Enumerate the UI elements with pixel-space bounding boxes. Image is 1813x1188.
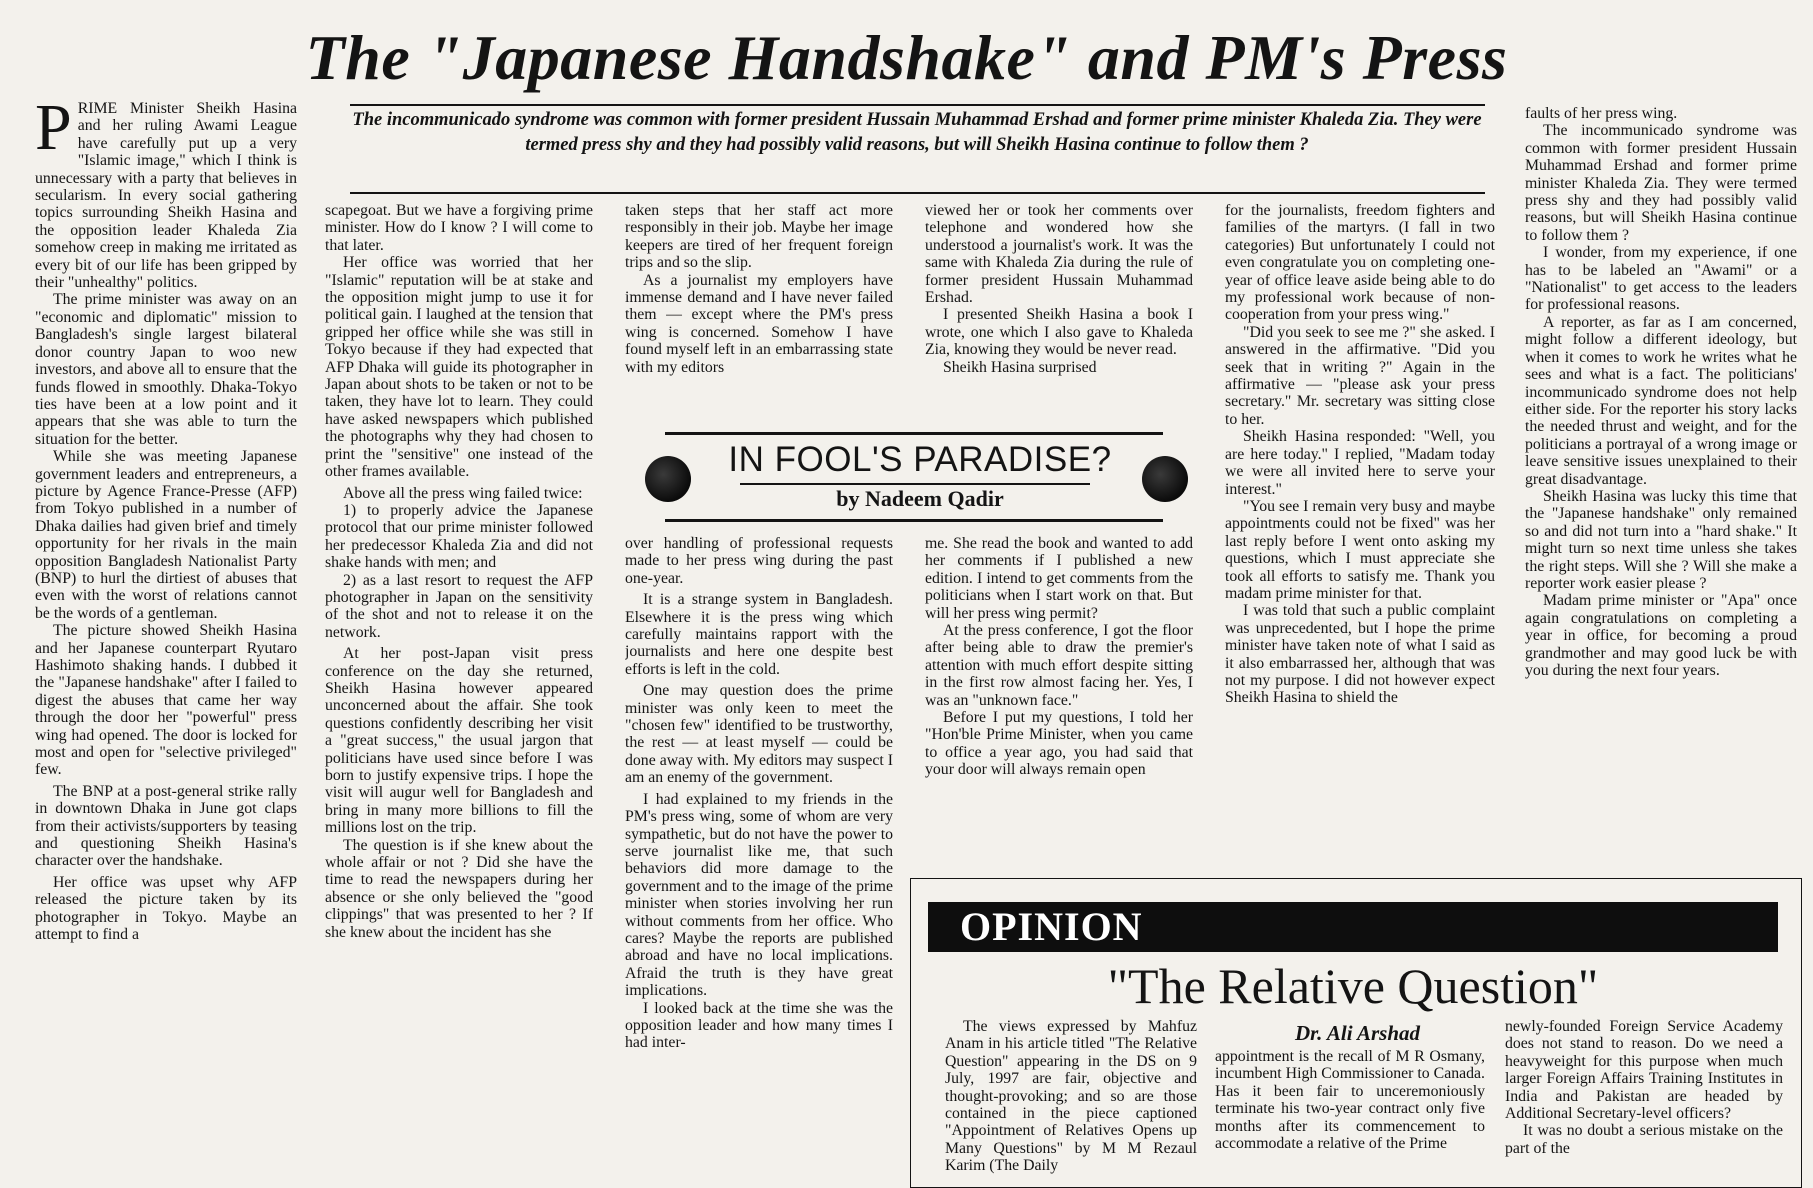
paragraph: I looked back at the time she was the opposition leader and how many times I had inter- <box>625 999 893 1052</box>
paragraph: The picture showed Sheikh Hasina and her Japanese counterpart Ryutaro Hashimoto shaking hands. I dubbed it the "Japanese handshake" after I failed to digest the abuses that came her way through the door her "powerful" press wing had opened. The door is locked for most and open for "selective privileged" few. <box>35 622 297 779</box>
paragraph: At the press conference, I got the floor after being able to draw the premier's attention with much effort despite sitting in the first row almost facing her. Yes, I was an "unknown face." <box>925 622 1193 709</box>
paragraph: me. She read the book and wanted to add her comments if I published a new edition. I intend to get comments from the politicians when I start work on that. But will her press wing permit? <box>925 535 1193 622</box>
opinion-headline: "The Relative Question" <box>1107 958 1599 1014</box>
paragraph: It was no doubt a serious mistake on the part of the <box>1505 1122 1783 1157</box>
article-headline: The "Japanese Handshake" and PM's Press <box>305 22 1508 93</box>
paragraph: The views expressed by Mahfuz Anam in his article titled "The Relative Question" appearing in the DS on 9 July, 1997 are fair, objective and thought-provoking; and so are those contained in the piece captioned "Appointment of Relatives Opens up Many Questions" by M M Rezaul Karim (The Daily <box>945 1018 1197 1175</box>
article-column-2 <box>325 202 593 1179</box>
paragraph: Before I put my questions, I told her "Hon'ble Prime Minister, when you came to office a year ago, you had said that your door will always remain open <box>925 709 1193 779</box>
paragraph: scapegoat. But we have a forgiving prime minister. How do I know ? I will come to that later. <box>325 202 593 254</box>
paragraph: I had explained to my friends in the PM's press wing, some of whom are very sympathetic, but do not have the power to serve journalist like me, that such behaviors did more damage to the government and to the image of the prime minister when stories involving her run without comments from her office. Who cares? Maybe the reports are published abroad and have no local implications. Afraid the truth is they have great implications. <box>625 790 893 1000</box>
opinion-column-3 <box>1505 1018 1783 1179</box>
article-column-4-top <box>925 202 1193 422</box>
paragraph: RIME Minister Sheikh Hasina and her ruling Awami League have carefully put up a very "Islamic image," which I think is unnecessary with a party that believes in secularism. In every social gathering topics surrounding Sheikh Hasina and the opposition leader Khaleda Zia somehow creep in making me irritated as every bit of our life has been gripped by their "unhealthy" politics. <box>35 100 297 292</box>
paragraph: "You see I remain very busy and maybe appointments could not be fixed" was her last reply before I went onto asking my questions, which I must appreciate she took all efforts to satisfy me. Thank you madam prime minister for that. <box>1225 497 1495 602</box>
paragraph: Her office was worried that her "Islamic" reputation will be at stake and the opposition might jump to use it for political gain. I laughed at the tension that gripped her office while she was still in Tokyo because if they had expected that AFP Dhaka will guide its photographer in Japan about shots to be taken or not to be taken, they have lot to learn. They could have asked newspapers which published the photographs why they had chosen to print the "sensitive" one instead of the other frames available. <box>325 254 593 481</box>
drop-cap: P <box>35 100 72 164</box>
paragraph: over handling of professional requests made to her press wing during the past one-year. <box>625 535 893 587</box>
paragraph: A reporter, as far as I am concerned, might follow a different ideology, but when it comes to work he writes what he sees and what is a fact. The politicians' incommunicado syndrome does not help either side. For the reporter his story lacks the needed thrust and weight, and for the politicians a portrayal of a wrong image or leave sensitive issues unexplained to their great disadvantage. <box>1525 313 1797 488</box>
paragraph: Madam prime minister or "Apa" once again congratulations on completing a year in office, for becoming a proud grandmother and may good luck be with you during the next four years. <box>1525 592 1797 679</box>
paragraph: I wonder, from my experience, if one has to be labeled an "Awami" or a "Nationalist" to get access to the leaders for professional reasons. <box>1525 244 1797 314</box>
paragraph: faults of her press wing. <box>1525 105 1678 122</box>
paragraph: 2) as a last resort to request the AFP photographer in Japan on the sensitivity of the shot and not to release it on the network. <box>325 571 593 641</box>
article-column-5 <box>1225 202 1495 870</box>
opinion-column-2 <box>1215 1048 1485 1179</box>
paragraph: I presented Sheikh Hasina a book I wrote, one which I also gave to Khaleda Zia, knowing they would be never read. <box>925 306 1193 359</box>
article-column-1 <box>35 100 297 1179</box>
paragraph: Her office was upset why AFP released the picture taken by its photographer in Tokyo. Maybe an attempt to find a <box>35 873 297 944</box>
paragraph: newly-founded Foreign Service Academy does not stand to reason. Do we need a heavyweight for this purpose when much larger Foreign Affairs Training Institutes in India and Pakistan are headed by Additional Secretary-level officers? <box>1505 1018 1783 1123</box>
paragraph: "Did you seek to see me ?" she asked. I answered in the affirmative. "Did you seek that in writing ?" Again in the affirmative — "please ask your press secretary." Mr. secretary was sitting close to her. <box>1225 323 1495 428</box>
paragraph: Above all the press wing failed twice: <box>343 484 583 502</box>
paragraph: appointment is the recall of M R Osmany, incumbent High Commissioner to Canada. Has it been fair to unceremoniously terminate his two-year contract only five months after its commencement to accommodate a relative of the Prime <box>1215 1048 1485 1153</box>
deck-top-rule <box>350 104 1485 106</box>
article-column-6 <box>1525 105 1797 870</box>
column-logo-bottom-rule <box>665 519 1163 522</box>
column-logo-title: IN FOOL'S PARADISE? <box>728 440 1112 479</box>
paragraph: While she was meeting Japanese government leaders and entrepreneurs, a picture by Agence France-Presse (AFP) from Tokyo published in a number of Dhaka dailies had given brief and timely opportunity for her rivals in the main opposition Bangladesh Nationalist Party (BNP) to hurl the dirtiest of abuses that even with the worst of relations cannot be the words of a gentleman. <box>35 448 297 622</box>
paragraph: One may question does the prime minister was only keen to meet the "chosen few" identified to be trustworthy, the rest — at least myself — could be done away with. My editors may suspect I am an enemy of the government. <box>625 682 893 787</box>
paragraph: It is a strange system in Bangladesh. Elsewhere it is the press wing which carefully maintains rapport with the journalists and here one despite best efforts is left in the cold. <box>625 591 893 678</box>
opinion-byline: Dr. Ali Arshad <box>1294 1021 1421 1045</box>
paragraph: The incommunicado syndrome was common with former president Hussain Muhammad Ershad and former prime minister Khaleda Zia. They were termed press shy and they had possibly valid reasons, but will Sheikh Hasina continue to follow them ? <box>1525 122 1797 244</box>
paragraph: Sheikh Hasina responded: "Well, you are here today." I replied, "Madam today we were all invited here to serve your interest." <box>1225 428 1495 498</box>
paragraph: The prime minister was away on an "economic and diplomatic" mission to Bangladesh's single largest bilateral donor country Japan to woo new investors, and above all to ensure that the funds flowed in smoothly. Dhaka-Tokyo ties have been at a low point and it appears that she was able to turn the situation for the better. <box>35 291 297 448</box>
paragraph: I was told that such a public complaint was unprecedented, but I hope the prime minister have taken note of what I said as it also embarrassed her, although that was not my purpose. I did not however expect Sheikh Hasina to shield the <box>1225 602 1495 707</box>
article-column-3-top <box>625 202 893 422</box>
article-column-3-bottom <box>625 535 893 1179</box>
paragraph: taken steps that her staff act more responsibly in their job. Maybe her image keepers are tired of her frequent foreign trips and so the slip. <box>625 202 893 272</box>
column-byline: by Nadeem Qadir <box>836 486 1004 511</box>
paragraph: The BNP at a post-general strike rally in downtown Dhaka in June got claps from their activists/supporters by teasing and questioning Sheikh Hasina's character over the handshake. <box>35 782 297 870</box>
paragraph: As a journalist my employers have immense demand and I have never failed them — except where the PM's press wing is concerned. Somehow I have found myself left in an embarrassing state with my editors <box>625 271 893 376</box>
paragraph: The question is if she knew about the whole affair or not ? Did she have the time to read the newspapers during her absence or she only believed the "good clippings" that was presented to her ? If she knew about the incident has she <box>325 836 593 941</box>
paragraph: At her post-Japan visit press conference on the day she returned, Sheikh Hasina however appeared unconcerned about the affair. She took questions confidently describing her visit a "great success," the usual jargon that politicians have used since before I was born to justify expensive trips. I hope the visit will augur well for Bangladesh and bring in many more billions to fill the millions lost on the trip. <box>325 645 593 837</box>
paragraph: 1) to properly advice the Japanese protocol that our prime minister followed her predecessor Khaleda Zia and did not shake hands with men; and <box>325 501 593 572</box>
opinion-column-1 <box>945 1018 1197 1179</box>
opinion-section-label: OPINION <box>928 902 1778 952</box>
paragraph: viewed her or took her comments over telephone and wondered how she understood a journalist's work. It was the same with Khaleda Zia during the rule of former president Hussain Muhammad Ershad. <box>925 202 1193 307</box>
paragraph: Sheikh Hasina was lucky this time that the "Japanese handshake" only remained so and did not turn into a "hard shake." It might turn so next time unless she takes the right steps. Will she ? Will she make a reporter work easier please ? <box>1525 487 1797 592</box>
paragraph: for the journalists, freedom fighters and families of the martyrs. (I fall in two categories) But unfortunately I could not even congratulate you on completing one-year of office leave aside being able to do my professional work because of non-cooperation from your press wing." <box>1225 202 1495 324</box>
deck-bottom-rule <box>350 192 1485 194</box>
column-logo-top-rule <box>665 432 1163 435</box>
article-deck: The incommunicado syndrome was common with former president Hussain Muhammad Ershad and former prime minister Khaleda Zia. They were termed press shy and they had possibly valid reasons, but will Sheikh Hasina continue to follow them ? <box>352 110 1482 155</box>
article-column-4-bottom <box>925 535 1193 870</box>
paragraph: Sheikh Hasina surprised <box>943 358 1097 376</box>
